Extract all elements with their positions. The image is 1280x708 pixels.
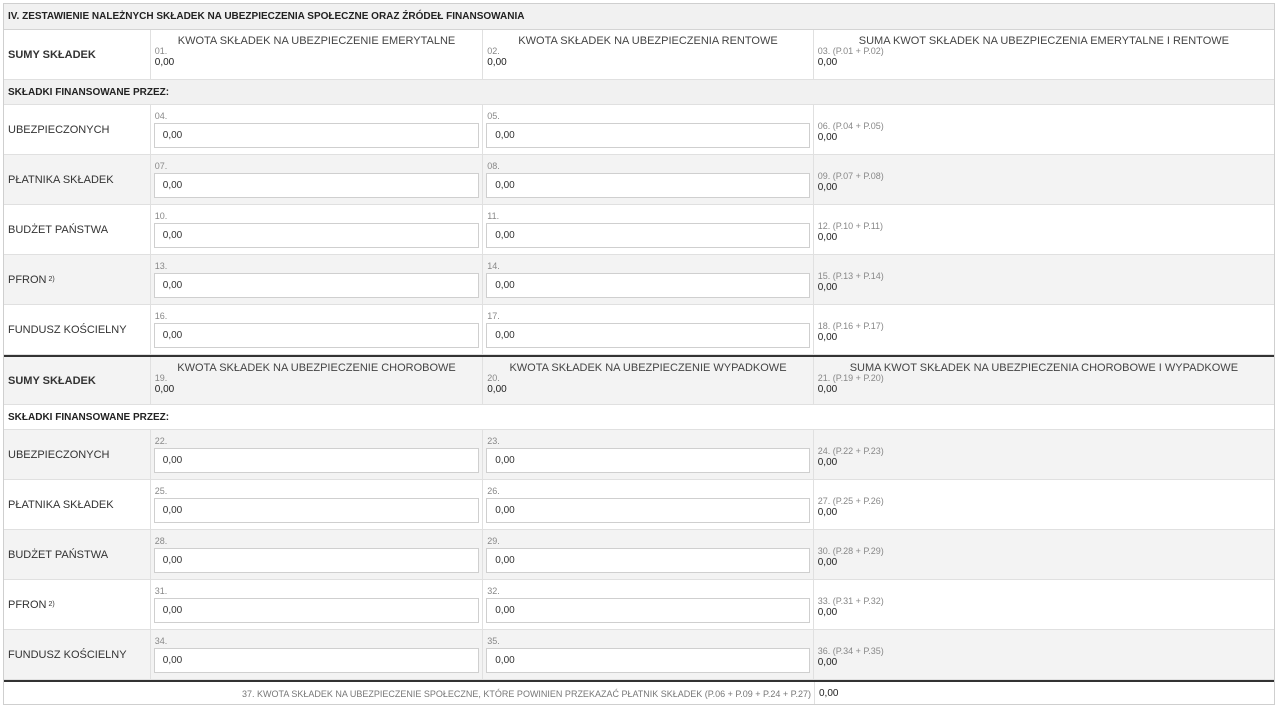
row-label — [4, 630, 150, 679]
row-label-text: BUDŻET PAŃSTWA — [8, 548, 109, 561]
computed-cell — [813, 255, 1274, 304]
amount-input[interactable]: 0,00 — [154, 448, 479, 473]
input-cell — [482, 480, 812, 529]
field-number: 34. — [154, 636, 168, 646]
sum-cell-02 — [482, 30, 812, 79]
computed-value: 0,00 — [817, 507, 838, 518]
amount-input[interactable]: 0,00 — [486, 598, 809, 623]
row-label-text: FUNDUSZ KOŚCIELNY — [8, 323, 127, 336]
financing-row — [4, 430, 1274, 480]
amount-input[interactable]: 0,00 — [486, 548, 809, 573]
row-label — [4, 105, 150, 154]
field-number: 29. — [487, 536, 500, 546]
amount-input[interactable]: 0,00 — [154, 598, 479, 623]
computed-cell — [813, 430, 1274, 479]
field-number: 01. — [154, 46, 168, 56]
field-number: 20. — [487, 373, 500, 383]
contributions-form — [3, 3, 1275, 705]
footnote-marker: 2) — [48, 601, 55, 608]
input-cell — [482, 205, 812, 254]
sum-value: 0,00 — [154, 57, 175, 68]
row-label-text: PŁATNIKA SKŁADEK — [8, 498, 114, 511]
amount-input[interactable]: 0,00 — [154, 648, 479, 673]
amount-input[interactable]: 0,00 — [486, 498, 809, 523]
field-number: 17. — [487, 311, 500, 321]
column-header: SUMA KWOT SKŁADEK NA UBEZPIECZENIA CHOROBOWE I WYPADKOWE — [849, 362, 1239, 374]
field-number: 10. — [154, 211, 168, 221]
field-number: 35. — [487, 636, 500, 646]
column-header: KWOTA SKŁADEK NA UBEZPIECZENIA RENTOWE — [518, 35, 778, 47]
sum-value: 0,00 — [487, 57, 507, 68]
row-label — [4, 430, 150, 479]
input-cell — [150, 155, 482, 204]
row-label — [4, 305, 150, 354]
input-cell — [150, 480, 482, 529]
financing-row — [4, 630, 1274, 680]
input-cell — [150, 430, 482, 479]
input-cell — [150, 105, 482, 154]
input-cell — [482, 255, 812, 304]
amount-input[interactable]: 0,00 — [154, 173, 479, 198]
row-label — [4, 480, 150, 529]
sums-row-pension — [4, 30, 1274, 80]
amount-input[interactable]: 0,00 — [154, 323, 479, 348]
input-cell — [150, 205, 482, 254]
input-cell — [150, 630, 482, 679]
field-number: 04. — [154, 111, 168, 121]
sum-value: 0,00 — [817, 57, 838, 68]
column-header: KWOTA SKŁADEK NA UBEZPIECZENIE CHOROBOWE — [177, 362, 456, 374]
computed-value: 0,00 — [817, 607, 838, 618]
footnote-marker: 2) — [48, 276, 55, 283]
amount-input[interactable]: 0,00 — [154, 123, 479, 148]
sum-cell-03 — [813, 30, 1274, 79]
amount-input[interactable]: 0,00 — [486, 173, 809, 198]
computed-value: 0,00 — [817, 132, 838, 143]
field-number: 02. — [487, 46, 500, 56]
input-cell — [482, 155, 812, 204]
row-label-text: UBEZPIECZONYCH — [8, 448, 110, 461]
row-label-text: PFRON — [8, 273, 47, 286]
row-label — [4, 530, 150, 579]
amount-input[interactable]: 0,00 — [154, 223, 479, 248]
input-cell — [482, 430, 812, 479]
total-row — [4, 680, 1274, 705]
field-number: 28. — [154, 536, 168, 546]
field-number: 18. (P.16 + P.17) — [817, 321, 884, 331]
financing-row — [4, 105, 1274, 155]
field-number: 22. — [154, 436, 168, 446]
sum-cell-21 — [813, 357, 1274, 404]
field-number: 11. — [487, 211, 500, 221]
computed-value: 0,00 — [817, 182, 838, 193]
field-number: 23. — [487, 436, 500, 446]
field-number: 15. (P.13 + P.14) — [817, 271, 884, 281]
sum-value: 0,00 — [817, 384, 838, 395]
row-label — [4, 580, 150, 629]
field-number: 33. (P.31 + P.32) — [817, 596, 884, 606]
sums-label: SUMY SKŁADEK — [8, 374, 96, 387]
input-cell — [482, 105, 812, 154]
amount-input[interactable]: 0,00 — [486, 648, 809, 673]
field-number: 06. (P.04 + P.05) — [817, 121, 884, 131]
financing-row — [4, 155, 1274, 205]
row-label-text: PFRON — [8, 598, 47, 611]
computed-value: 0,00 — [817, 457, 838, 468]
computed-cell — [813, 580, 1274, 629]
row-label — [4, 205, 150, 254]
financing-row — [4, 580, 1274, 630]
input-cell — [150, 580, 482, 629]
financed-by-header: SKŁADKI FINANSOWANE PRZEZ: — [4, 405, 1274, 430]
financing-row — [4, 480, 1274, 530]
financing-row — [4, 530, 1274, 580]
amount-input[interactable]: 0,00 — [486, 273, 809, 298]
amount-input[interactable]: 0,00 — [154, 498, 479, 523]
row-label-text: BUDŻET PAŃSTWA — [8, 223, 109, 236]
input-cell — [150, 255, 482, 304]
field-number: 30. (P.28 + P.29) — [817, 546, 884, 556]
computed-value: 0,00 — [817, 657, 838, 668]
field-number: 12. (P.10 + P.11) — [817, 221, 884, 231]
total-label: 37. KWOTA SKŁADEK NA UBEZPIECZENIE SPOŁECZNE, KTÓRE POWINIEN PRZEKAZAĆ PŁATNIK SKŁADEK (P.06 + P.09 + P.24 + P.27) — [242, 689, 811, 699]
field-number: 07. — [154, 161, 168, 171]
field-number: 03. (P.01 + P.02) — [817, 46, 884, 56]
computed-cell — [813, 205, 1274, 254]
computed-cell — [813, 530, 1274, 579]
financing-row — [4, 305, 1274, 355]
row-label-text: FUNDUSZ KOŚCIELNY — [8, 648, 127, 661]
computed-value: 0,00 — [817, 282, 838, 293]
field-number: 05. — [487, 111, 500, 121]
sum-cell-20 — [482, 357, 812, 404]
field-number: 13. — [154, 261, 168, 271]
row-label-text: PŁATNIKA SKŁADEK — [8, 173, 114, 186]
field-number: 36. (P.34 + P.35) — [817, 646, 884, 656]
input-cell — [482, 305, 812, 354]
amount-input[interactable]: 0,00 — [486, 448, 809, 473]
field-number: 21. (P.19 + P.20) — [817, 373, 884, 383]
sum-value: 0,00 — [154, 384, 175, 395]
field-number: 31. — [154, 586, 168, 596]
input-cell — [150, 305, 482, 354]
row-label — [4, 255, 150, 304]
total-value: 0,00 — [814, 682, 1274, 705]
row-label-text: UBEZPIECZONYCH — [8, 123, 110, 136]
computed-value: 0,00 — [817, 232, 838, 243]
field-number: 16. — [154, 311, 168, 321]
sums-label: SUMY SKŁADEK — [8, 48, 96, 61]
section-title: IV. ZESTAWIENIE NALEŻNYCH SKŁADEK NA UBEZPIECZENIA SPOŁECZNE ORAZ ŹRÓDEŁ FINANSOWANIA — [4, 4, 1274, 30]
field-number: 14. — [487, 261, 500, 271]
computed-value: 0,00 — [817, 332, 838, 343]
field-number: 27. (P.25 + P.26) — [817, 496, 884, 506]
field-number: 09. (P.07 + P.08) — [817, 171, 884, 181]
computed-cell — [813, 105, 1274, 154]
financed-by-header: SKŁADKI FINANSOWANE PRZEZ: — [4, 80, 1274, 105]
amount-input[interactable]: 0,00 — [154, 548, 479, 573]
financing-row — [4, 205, 1274, 255]
column-header: KWOTA SKŁADEK NA UBEZPIECZENIE EMERYTALNE — [177, 35, 456, 47]
row-label — [4, 155, 150, 204]
column-header: KWOTA SKŁADEK NA UBEZPIECZENIE WYPADKOWE — [509, 362, 787, 374]
computed-value: 0,00 — [817, 557, 838, 568]
sum-cell-19 — [150, 357, 482, 404]
field-number: 26. — [487, 486, 500, 496]
computed-cell — [813, 480, 1274, 529]
amount-input[interactable]: 0,00 — [154, 273, 479, 298]
amount-input[interactable]: 0,00 — [486, 123, 809, 148]
column-header: SUMA KWOT SKŁADEK NA UBEZPIECZENIA EMERYTALNE I RENTOWE — [858, 35, 1229, 47]
computed-cell — [813, 630, 1274, 679]
input-cell — [150, 530, 482, 579]
field-number: 32. — [487, 586, 500, 596]
field-number: 19. — [154, 373, 168, 383]
amount-input[interactable]: 0,00 — [486, 223, 809, 248]
financing-row — [4, 255, 1274, 305]
sum-value: 0,00 — [487, 384, 507, 395]
input-cell — [482, 630, 812, 679]
field-number: 08. — [487, 161, 500, 171]
amount-input[interactable]: 0,00 — [486, 323, 809, 348]
field-number: 25. — [154, 486, 168, 496]
input-cell — [482, 530, 812, 579]
computed-cell — [813, 305, 1274, 354]
computed-cell — [813, 155, 1274, 204]
input-cell — [482, 580, 812, 629]
sum-cell-01 — [150, 30, 482, 79]
sums-row-sickness — [4, 355, 1274, 405]
field-number: 24. (P.22 + P.23) — [817, 446, 884, 456]
